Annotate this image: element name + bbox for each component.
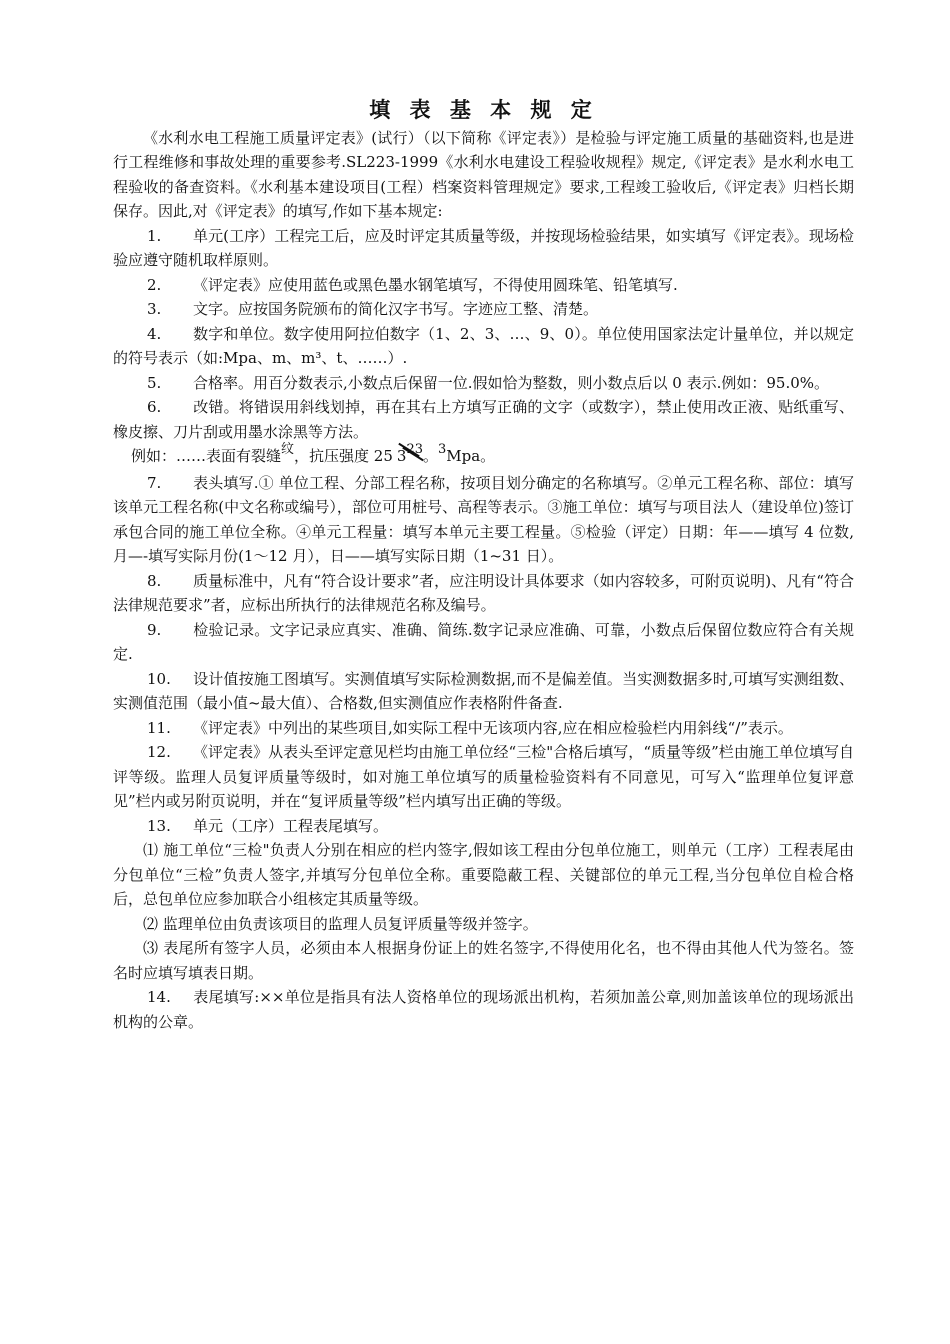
item-number: 4. (147, 324, 162, 343)
item-text: 表尾填写:××单位是指具有法人资格单位的现场派出机构，若须加盖公章,则加盖该单位的现场派出机构的公章。 (113, 988, 854, 1031)
list-item (113, 716, 854, 741)
example-prefix: 例如：……表面有裂缝 (131, 447, 282, 465)
item-number: 5. (147, 373, 162, 392)
sub-item: ⑶ 表尾所有签字人员，必须由本人根据身份证上的姓名签字,不得使用化名，也不得由其他人代为签名。签名时应填写填表日期。 (113, 939, 854, 982)
list-item (113, 273, 854, 298)
item-text: 质量标准中，凡有“符合设计要求”者，应注明设计具体要求（如内容较多，可附页说明)、凡有“符合法律规范要求”者，应标出所执行的法律规范名称及编号。 (113, 571, 854, 614)
item-text: 《评定表》应使用蓝色或黑色墨水钢笔填写，不得使用圆珠笔、铅笔填写. (193, 275, 678, 294)
list-item (113, 667, 854, 716)
item-number: 12. (147, 743, 171, 761)
list-item (113, 297, 854, 322)
list-item (113, 618, 854, 667)
list-item (113, 224, 854, 273)
list-item (113, 322, 854, 371)
example-correction-1: 纹 (281, 442, 295, 457)
struck-digit: 3 (393, 444, 407, 469)
item-text: 检验记录。文字记录应真实、准确、简练.数字记录应准确、可靠，小数点后保留位数应符合有关规定. (113, 620, 854, 663)
item-text: 单元（工序）工程表尾填写。 (193, 816, 389, 835)
list-item (113, 371, 854, 396)
item-text: 单元(工序）工程完工后，应及时评定其质量等级，并按现场检验结果，如实填写《评定表》。现场检验应遵守随机取样原则。 (113, 226, 854, 269)
example-suffix: Mpa。 (446, 447, 496, 465)
item-text: 文字。应按国务院颁布的简化汉字书写。字迹应工整、清楚。 (193, 300, 599, 318)
example-correction-3: 3 (438, 442, 447, 457)
item-number: 13. (147, 816, 171, 835)
item-number: 8. (147, 571, 162, 590)
item-number: 3. (147, 300, 162, 318)
document-page (113, 98, 854, 1034)
example-correction-2: 23 (406, 442, 423, 457)
sub-item: ⑴ 施工单位“三检"负责人分别在相应的栏内签字,假如该工程由分包单位施工，则单元（工序）工程表尾由分包单位“三检”负责人签字,并填写分包单位全称。重要隐蔽工程、关键部位的单元工程,当分包单位自检合格后，总包单位应参加联合小组核定其质量等级。 (113, 841, 854, 908)
item-text: 合格率。用百分数表示,小数点后保留一位.假如恰为整数，则小数点后以 0 表示.例如：95.0%。 (193, 373, 830, 392)
item-number: 10. (147, 669, 171, 688)
item-number: 11. (147, 718, 171, 737)
correction-example (131, 444, 854, 471)
example-sep: 。 (422, 447, 438, 465)
item-number: 6. (147, 398, 162, 416)
item-number: 7. (147, 473, 162, 492)
example-mid: ，抗压强度 25 (294, 447, 393, 465)
item-text: 《评定表》从表头至评定意见栏均由施工单位经“三检"合格后填写，“质量等级”栏由施工单位填写自评等级。监理人员复评质量等级时，如对施工单位填写的质量检验资料有不同意见，可写入“监理单位复评意见”栏内或另附页说明，并在“复评质量等级”栏内填写出正确的等级。 (113, 743, 854, 810)
intro-paragraph: 《水利水电工程施工质量评定表》(试行）（以下简称《评定表》）是检验与评定施工质量的基础资料,也是进行工程维修和事故处理的重要参考.SL223-1999《水利水电建设工程验收规程》规定,《评定表》是水利水电工程验收的备查资料。《水利基本建设项目(工程）档案资料管理规定》要求,工程竣工验收后,《评定表》归档长期保存。因此,对《评定表》的填写,作如下基本规定: (113, 128, 854, 220)
item-text: 设计值按施工图填写。实测值填写实际检测数据,而不是偏差值。当实测数据多时,可填写实测组数、实测值范围（最小值~最大值）、合格数,但实测值应作表格附件备查. (113, 669, 854, 712)
item-text: 表头填写.① 单位工程、分部工程名称，按项目划分确定的名称填写。②单元工程名称、部位：填写该单元工程名称(中文名称或编号），部位可用桩号、高程等表示。③施工单位：填写与项目法人（建设单位)签订承包合同的施工单位全称。④单元工程量：填写本单元主要工程量。⑤检验（评定）日期：年——填写 4 位数,月—-填写实际月份(1～12 月），日——填写实际日期（1~31 日）。 (113, 473, 854, 565)
item-number: 9. (147, 620, 162, 639)
item-text: 数字和单位。数字使用阿拉伯数字（1、2、3、…、9、0）。单位使用国家法定计量单位，并以规定的符号表示（如:Mpa、m、m³、t、……）. (113, 324, 854, 367)
item-number: 1. (147, 226, 162, 245)
item-text: 《评定表》中列出的某些项目,如实际工程中无该项内容,应在相应检验栏内用斜线“/”表示。 (193, 718, 793, 737)
page-title: 填 表 基 本 规 定 (369, 98, 598, 122)
list-item (113, 471, 854, 569)
item-number: 14. (147, 988, 171, 1006)
sub-item: ⑵ 监理单位由负责该项目的监理人员复评质量等级并签字。 (143, 914, 538, 933)
list-item (113, 395, 854, 444)
list-item (113, 985, 854, 1034)
list-item (113, 569, 854, 618)
list-item (113, 814, 854, 839)
item-number: 2. (147, 275, 162, 294)
list-item (113, 740, 854, 814)
item-text: 改错。将错误用斜线划掉，再在其右上方填写正确的文字（或数字），禁止使用改正液、贴纸重写、橡皮擦、刀片刮或用墨水涂黑等方法。 (113, 398, 854, 441)
